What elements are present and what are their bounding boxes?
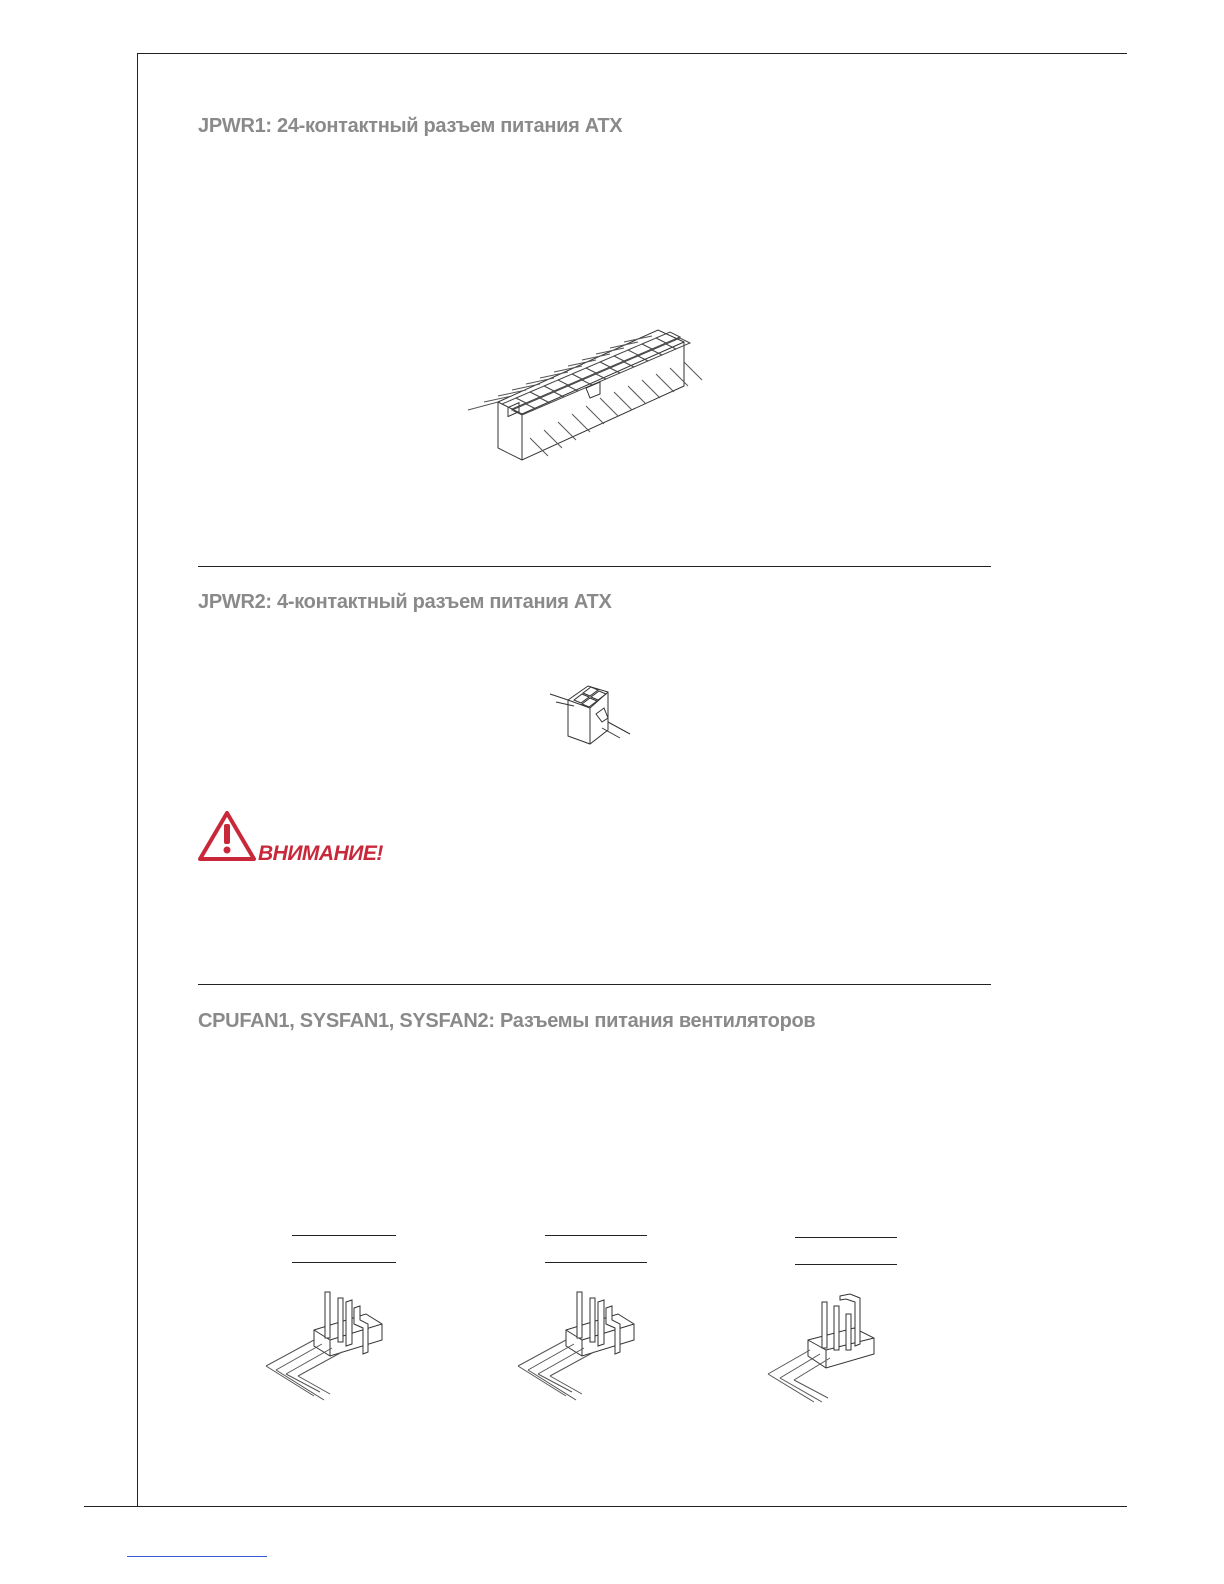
section-divider-2 (198, 984, 991, 985)
fans-heading: CPUFAN1, SYSFAN1, SYSFAN2: Разъемы питания вентиляторов (198, 1010, 816, 1032)
page-frame-bottom (84, 1506, 1127, 1507)
page-frame-left (137, 53, 138, 1507)
warning-triangle-icon (197, 810, 257, 862)
cpufan1-title-line-top (292, 1235, 396, 1236)
sysfan2-header-icon (764, 1290, 884, 1405)
sysfan1-title-line-bottom (545, 1262, 647, 1263)
sysfan2-title-line-bottom (795, 1264, 897, 1265)
atx-24pin-connector-icon (462, 318, 712, 478)
jpwr1-heading: JPWR1: 24-контактный разъем питания ATX (198, 115, 623, 137)
warning-label: ВНИМАНИЕ! (258, 842, 383, 865)
sysfan2-title-line-top (795, 1237, 897, 1238)
footer-link-underline (127, 1556, 267, 1557)
cpufan1-title-line-bottom (292, 1262, 396, 1263)
cpufan1-header-icon (262, 1288, 392, 1403)
sysfan1-title-line-top (545, 1235, 647, 1236)
jpwr2-heading: JPWR2: 4-контактный разъем питания ATX (198, 591, 612, 613)
atx-4pin-connector-icon (546, 680, 636, 750)
page-frame-top (137, 53, 1127, 54)
section-divider-1 (198, 566, 991, 567)
sysfan1-header-icon (514, 1288, 644, 1403)
